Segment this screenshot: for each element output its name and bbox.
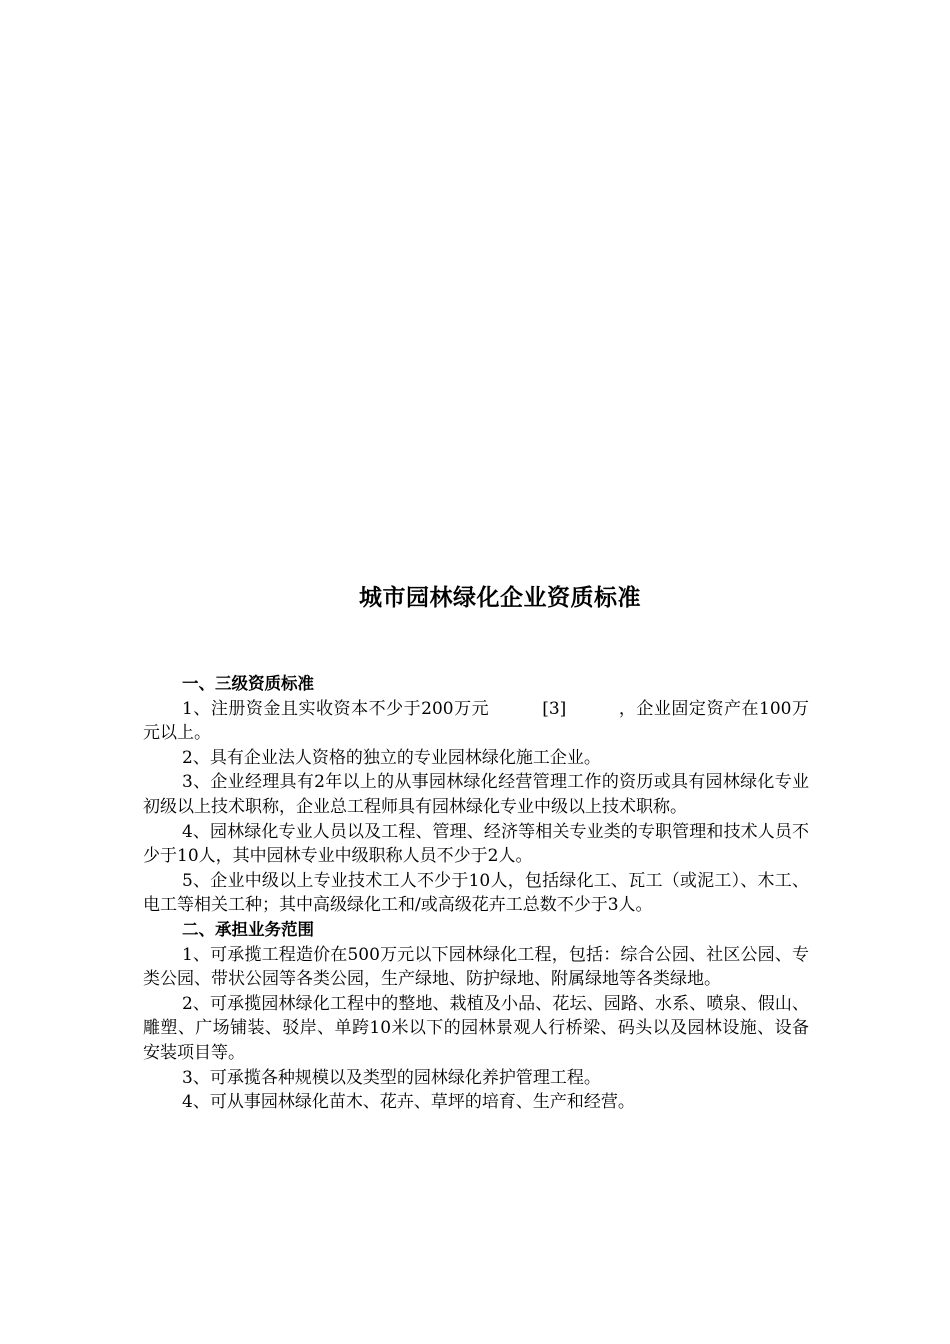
document-body: [143, 672, 809, 1115]
paragraph-registered-capital: [143, 697, 809, 746]
paragraph-manager-qualification: 3、企业经理具有2年以上的从事园林绿化经营管理工作的资历或具有园林绿化专业初级以上技术职称，企业总工程师具有园林绿化专业中级以上技术职称。: [143, 772, 809, 817]
paragraph-technical-workers: 5、企业中级以上专业技术工人不少于10人，包括绿化工、瓦工（或泥工）、木工、电工等相关工种；其中高级绿化工和/或高级花卉工总数不少于3人。: [143, 870, 809, 916]
paragraph-legal-entity: 2、具有企业法人资格的独立的专业园林绿化施工企业。: [182, 747, 601, 768]
paragraph-nursery: 4、可从事园林绿化苗木、花卉、草坪的培育、生产和经营。: [182, 1092, 635, 1113]
section-heading-qualification: 一、三级资质标准: [182, 674, 314, 693]
paragraph-project-types: 2、可承揽园林绿化工程中的整地、栽植及小品、花坛、园路、水系、喷泉、假山、雕塑、广场铺装、驳岸、单跨10米以下的园林景观人行桥梁、码头以及园林设施、设备安装项目等。: [143, 993, 809, 1063]
paragraph-project-cost: 1、可承揽工程造价在500万元以下园林绿化工程，包括：综合公园、社区公园、专类公园、带状公园等各类公园，生产绿地、防护绿地、附属绿地等各类绿地。: [143, 944, 809, 990]
section-heading-business-scope: 二、承担业务范围: [182, 919, 314, 939]
paragraph-professional-staff: 4、园林绿化专业人员以及工程、管理、经济等相关专业类的专职管理和技术人员不少于10人，其中园林专业中级职称人员不少于2人。: [143, 821, 809, 867]
paragraph-text: ，企业固定资产在100万元以上。: [143, 698, 809, 744]
citation-reference[interactable]: [3]: [542, 698, 567, 719]
paragraph-text: 1、注册资金且实收资本不少于200万元: [182, 698, 490, 719]
paragraph-maintenance: 3、可承揽各种规模以及类型的园林绿化养护管理工程。: [182, 1067, 601, 1088]
document-title: 城市园林绿化企业资质标准: [359, 585, 641, 611]
